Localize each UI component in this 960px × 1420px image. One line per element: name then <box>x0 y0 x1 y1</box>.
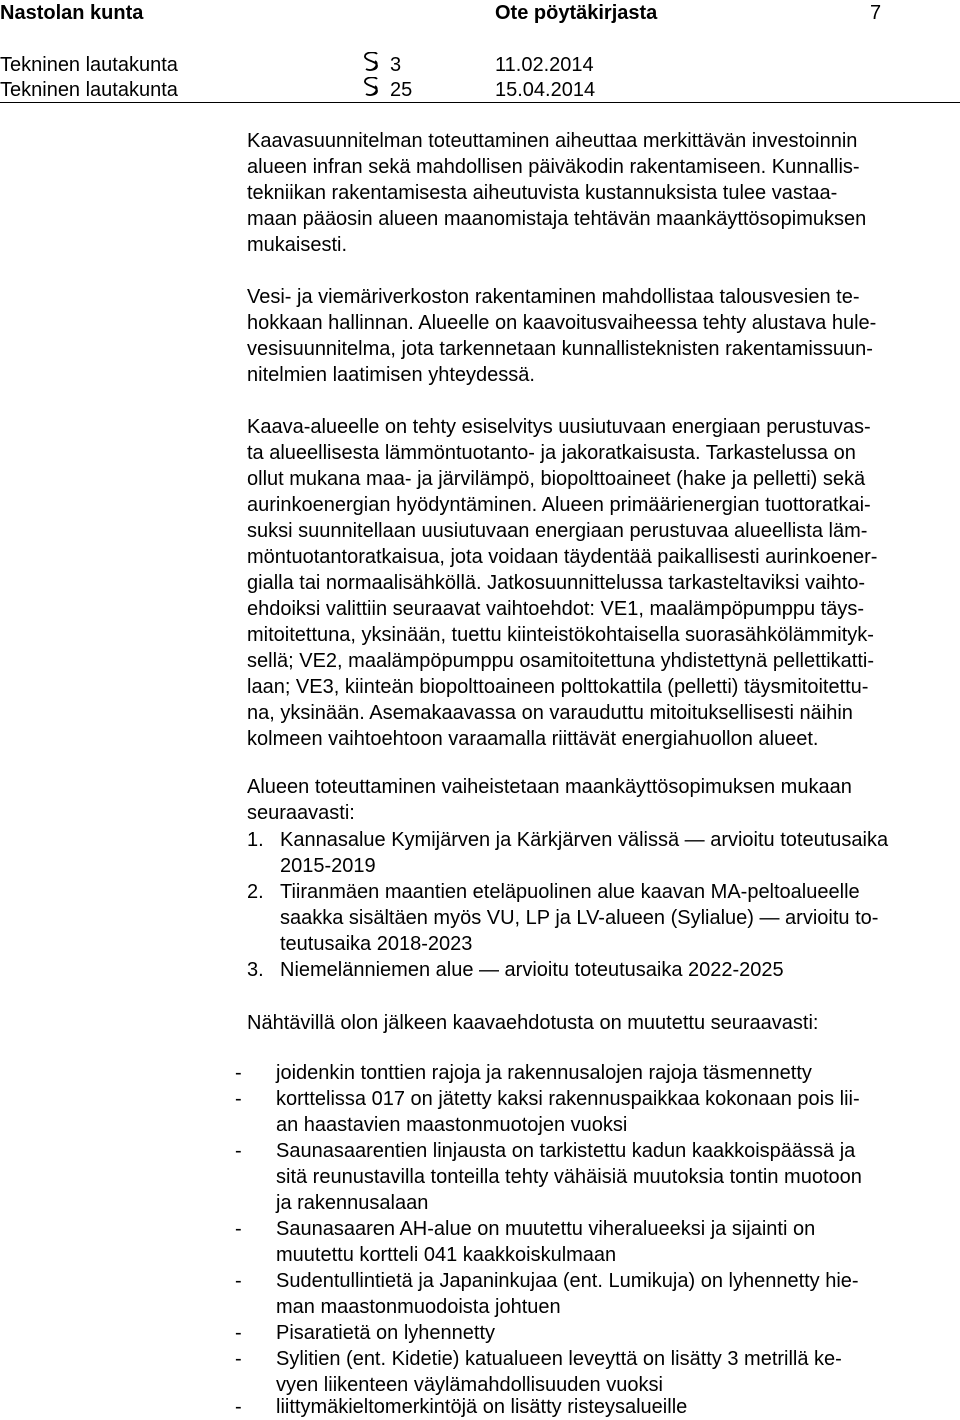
list-number: 1. <box>247 829 264 851</box>
text-line: seuraavasti: <box>247 802 355 824</box>
text-line: gialla tai normaalisähköllä. Jatkosuunnittelussa tarkasteltaviksi vaihto- <box>247 572 866 594</box>
section-number: 25 <box>390 79 413 101</box>
list-dash: - <box>235 1140 242 1162</box>
text-line: ta alueellisesta lämmöntuotanto- ja jakoratkaisusta. Tarkastelussa on <box>247 442 856 464</box>
text-line: mitoitettuna, yksinään, tuettu kiinteistökohtaisella suorasähkölämmityk- <box>247 624 874 646</box>
list-number: 3. <box>247 959 264 981</box>
text-line: tekniikan rakentamisesta aiheutuvista kustannuksista tulee vastaa- <box>247 182 838 204</box>
list-item-line: Kannasalue Kymijärven ja Kärkjärven välissä — arvioitu toteutusaika <box>280 829 889 851</box>
text-line: hokkaan hallinnan. Alueelle on kaavoitusvaiheessa tehty alustava hule- <box>247 312 877 334</box>
list-item-line: teutusaika 2018-2023 <box>280 933 473 955</box>
page-number: 7 <box>870 2 882 24</box>
list-item-line: sitä reunustavilla tonteilla tehty vähäisiä muutoksia tontin muotoon <box>276 1166 862 1188</box>
committee-name: Tekninen lautakunta <box>0 79 178 101</box>
list-item-line: 2015-2019 <box>280 855 376 877</box>
text-line: Vesi- ja viemäriverkoston rakentaminen mahdollistaa talousvesien te- <box>247 286 860 308</box>
changes-intro: Nähtävillä olon jälkeen kaavaehdotusta on muutettu seuraavasti: <box>247 1012 819 1034</box>
list-item-line: Niemelänniemen alue — arvioitu toteutusaika 2022-2025 <box>280 959 784 981</box>
text-line: ehdoiksi valittiin seuraavat vaihtoehdot: VE1, maalämpöpumppu täys- <box>247 598 865 620</box>
text-line: Alueen toteuttaminen vaiheistetaan maankäyttösopimuksen mukaan <box>247 776 852 798</box>
section-number: 3 <box>390 54 402 76</box>
section-sign-icon <box>355 52 387 76</box>
text-line: suksi suunnitellaan uusiutuvaan energiaan perustuvaa alueellista läm- <box>247 520 868 542</box>
list-dash: - <box>235 1218 242 1240</box>
text-line: laan; VE3, kiinteän biopolttoaineen polttokattila (pelletti) täysmitoitettu- <box>247 676 869 698</box>
document-type: Ote pöytäkirjasta <box>495 2 658 24</box>
list-dash: - <box>235 1322 242 1344</box>
list-item-line: joidenkin tonttien rajoja ja rakennusalojen rajoja täsmennetty <box>276 1062 812 1084</box>
text-line: Kaava-alueelle on tehty esiselvitys uusiutuvaan energiaan perustuvas- <box>247 416 871 438</box>
list-item-line: Tiiranmäen maantien eteläpuolinen alue kaavan MA-peltoalueelle <box>280 881 860 903</box>
text-line: sellä; VE2, maalämpöpumppu osamitoitettuna yhdistettynä pellettikatti- <box>247 650 875 672</box>
list-item-line: ja rakennusalaan <box>276 1192 429 1214</box>
municipality-name: Nastolan kunta <box>0 2 144 24</box>
text-line: Kaavasuunnitelman toteuttaminen aiheuttaa merkittävän investoinnin <box>247 130 858 152</box>
list-item-line: an haastavien maastonmuotojen vuoksi <box>276 1114 628 1136</box>
list-item-line: Saunasaarentien linjausta on tarkistettu kadun kaakkoispäässä ja <box>276 1140 856 1162</box>
list-item-line: vyen liikenteen väylämahdollisuuden vuoksi <box>276 1374 663 1396</box>
meeting-date: 15.04.2014 <box>495 79 596 101</box>
list-item-line: man maastonmuodoista johtuen <box>276 1296 561 1318</box>
meeting-date: 11.02.2014 <box>495 54 594 76</box>
text-line: maan pääosin alueen maanomistaja tehtävän maankäyttösopimuksen <box>247 208 867 230</box>
list-dash: - <box>235 1088 242 1110</box>
text-line: nitelmien laatimisen yhteydessä. <box>247 364 535 386</box>
text-line: na, yksinään. Asemakaavassa on varauduttu mitoituksellisesti näihin <box>247 702 853 724</box>
list-dash: - <box>235 1062 242 1084</box>
list-item-line: korttelissa 017 on jätetty kaksi rakennuspaikkaa kokonaan pois lii- <box>276 1088 860 1110</box>
list-item-line: Saunasaaren AH-alue on muutettu viheralueeksi ja sijainti on <box>276 1218 816 1240</box>
list-item-line: Sylitien (ent. Kidetie) katualueen leveyttä on lisätty 3 metrillä ke- <box>276 1348 842 1370</box>
list-item-line: saakka sisältäen myös VU, LP ja LV-alueen (Sylialue) — arvioitu to- <box>280 907 879 929</box>
list-dash: - <box>235 1348 242 1370</box>
list-dash: - <box>235 1270 242 1292</box>
list-item-line: liittymäkieltomerkintöjä on lisätty risteysalueille <box>276 1396 688 1418</box>
text-line: vesisuunnitelma, jota tarkennetaan kunnallisteknisten rakentamissuun- <box>247 338 873 360</box>
text-line: aurinkoenergian hyödyntäminen. Alueen primäärienergian tuottoratkai- <box>247 494 871 516</box>
list-dash: - <box>235 1396 242 1418</box>
text-line: ollut mukana maa- ja järvilämpö, biopolttoaineet (hake ja pelletti) sekä <box>247 468 866 490</box>
text-line: möntuotantoratkaisua, jota voidaan täydentää paikallisesti aurinkoener- <box>247 546 878 568</box>
text-line: kolmeen vaihtoehtoon varaamalla riittävät energiahuollon alueet. <box>247 728 819 750</box>
list-item-line: Sudentullintietä ja Japaninkujaa (ent. Lumikuja) on lyhennetty hie- <box>276 1270 859 1292</box>
committee-name: Tekninen lautakunta <box>0 54 178 76</box>
header-divider <box>0 102 960 103</box>
list-item-line: muutettu kortteli 041 kaakkoiskulmaan <box>276 1244 617 1266</box>
section-sign-icon <box>355 77 387 101</box>
list-item-line: Pisaratietä on lyhennetty <box>276 1322 496 1344</box>
text-line: alueen infran sekä mahdollisen päiväkodin rakentamiseen. Kunnallis- <box>247 156 860 178</box>
text-line: mukaisesti. <box>247 234 348 256</box>
list-number: 2. <box>247 881 264 903</box>
